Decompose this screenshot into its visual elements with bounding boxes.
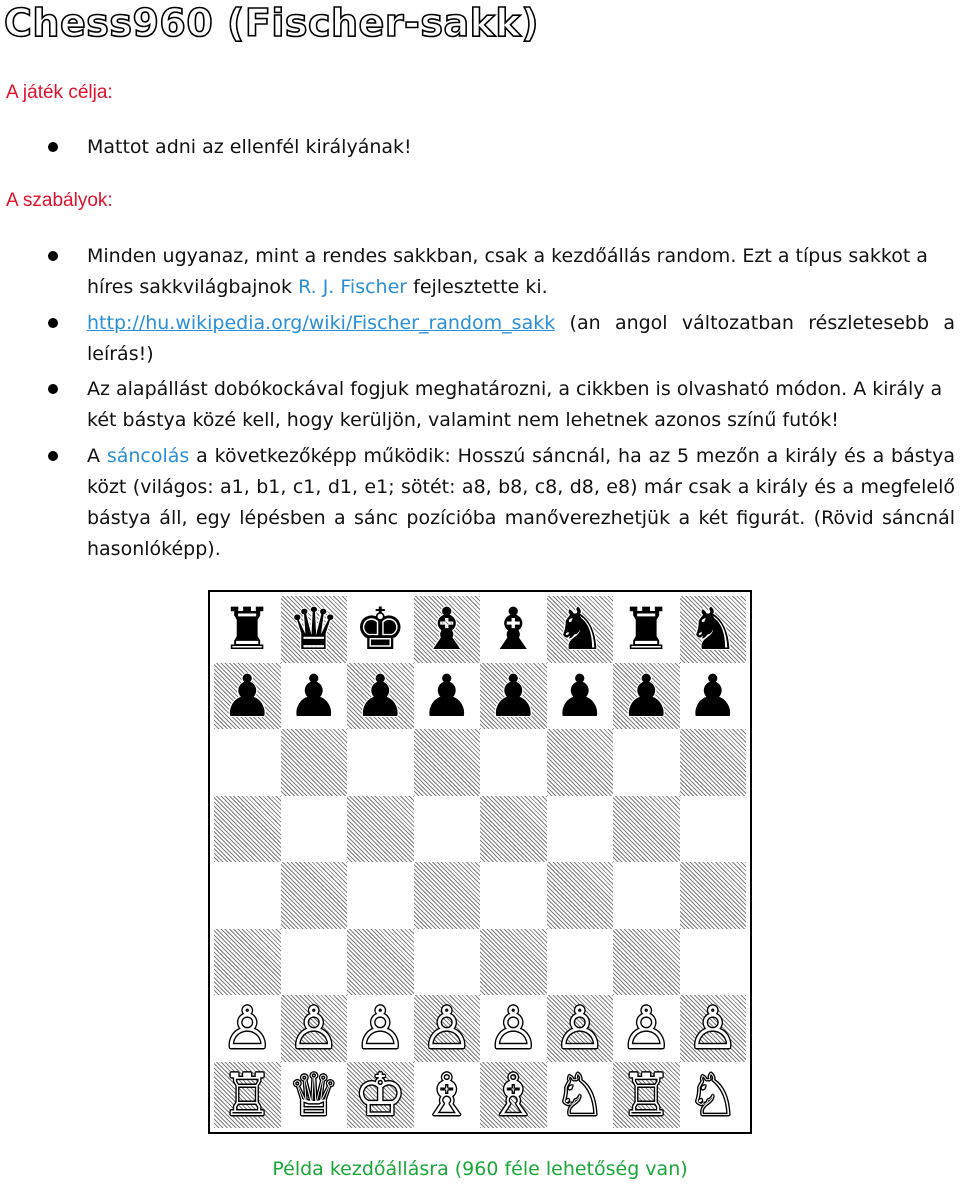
white-pawn-icon[interactable]: ♙: [620, 995, 673, 1062]
square-e1[interactable]: [480, 1062, 547, 1129]
white-bishop-icon[interactable]: ♗: [420, 1061, 473, 1128]
square-b1[interactable]: [281, 1062, 348, 1129]
black-king-icon[interactable]: ♚: [354, 596, 407, 663]
bullet-icon: [48, 384, 58, 394]
square-e3[interactable]: [480, 929, 547, 996]
rule-text: (an angol változatban részletesebb a leírás!): [87, 312, 955, 365]
square-b3[interactable]: [281, 929, 348, 996]
square-f3[interactable]: [547, 929, 614, 996]
black-knight-icon[interactable]: ♞: [553, 596, 606, 663]
rules-heading: A szabályok:: [6, 190, 113, 211]
square-c1[interactable]: [347, 1062, 414, 1129]
square-e5[interactable]: [480, 796, 547, 863]
white-rook-icon[interactable]: ♖: [221, 1061, 274, 1128]
black-knight-icon[interactable]: ♞: [686, 596, 739, 663]
square-h1[interactable]: [680, 1062, 747, 1129]
square-f6[interactable]: [547, 729, 614, 796]
square-c4[interactable]: [347, 862, 414, 929]
square-a8[interactable]: [214, 596, 281, 663]
square-f1[interactable]: [547, 1062, 614, 1129]
square-d7[interactable]: [414, 663, 481, 730]
goal-item: Mattot adni az ellenfél királyának!: [87, 136, 412, 158]
white-pawn-icon[interactable]: ♙: [221, 995, 274, 1062]
square-g5[interactable]: [613, 796, 680, 863]
square-a2[interactable]: [214, 995, 281, 1062]
square-g7[interactable]: [613, 663, 680, 730]
square-b5[interactable]: [281, 796, 348, 863]
square-d4[interactable]: [414, 862, 481, 929]
rule-text: Minden ugyanaz, mint a rendes sakkban, csak a kezdőállás random. Ezt a típus sakkot a híres sakkvilágbajnok: [87, 245, 928, 298]
square-g1[interactable]: [613, 1062, 680, 1129]
rule-item-2: [87, 308, 955, 370]
fischer-link[interactable]: R. J. Fischer: [298, 276, 408, 298]
square-g3[interactable]: [613, 929, 680, 996]
square-d6[interactable]: [414, 729, 481, 796]
white-pawn-icon[interactable]: ♙: [420, 995, 473, 1062]
square-f4[interactable]: [547, 862, 614, 929]
black-pawn-icon[interactable]: ♟: [420, 662, 473, 729]
black-pawn-icon[interactable]: ♟: [686, 662, 739, 729]
bullet-icon: [48, 451, 58, 461]
white-knight-icon[interactable]: ♘: [553, 1061, 606, 1128]
black-bishop-icon[interactable]: ♝: [420, 596, 473, 663]
square-d5[interactable]: [414, 796, 481, 863]
rule-text: A: [87, 445, 107, 467]
white-king-icon[interactable]: ♔: [354, 1061, 407, 1128]
square-c3[interactable]: [347, 929, 414, 996]
white-bishop-icon[interactable]: ♗: [487, 1061, 540, 1128]
wikipedia-link[interactable]: http://hu.wikipedia.org/wiki/Fischer_random_sakk: [87, 312, 556, 334]
white-pawn-icon[interactable]: ♙: [287, 995, 340, 1062]
square-d3[interactable]: [414, 929, 481, 996]
square-h2[interactable]: [680, 995, 747, 1062]
square-f8[interactable]: [547, 596, 614, 663]
square-h7[interactable]: [680, 663, 747, 730]
rule-text: a következőképp működik: Hosszú sáncnál, ha az 5 mezőn a király és a bástya közt (világos: a1, b1, c1, d1, e1; sötét: a8, b8, c8, d8, e8) már csak a király és a megfelelő bástya áll, egy lépésben a sánc pozícióba manőverezhetjük a két figurát. (Rövid sáncnál hasonlóképp).: [87, 445, 955, 560]
board-caption: Példa kezdőállásra (960 féle lehetőség van): [272, 1158, 688, 1180]
square-b7[interactable]: [281, 663, 348, 730]
chess-board: [208, 590, 752, 1134]
bullet-icon: [48, 142, 58, 152]
square-c5[interactable]: [347, 796, 414, 863]
square-d1[interactable]: [414, 1062, 481, 1129]
square-e2[interactable]: [480, 995, 547, 1062]
black-pawn-icon[interactable]: ♟: [620, 662, 673, 729]
white-pawn-icon[interactable]: ♙: [553, 995, 606, 1062]
square-e7[interactable]: [480, 663, 547, 730]
square-d8[interactable]: [414, 596, 481, 663]
rule-text: fejlesztette ki.: [407, 276, 548, 298]
square-h6[interactable]: [680, 729, 747, 796]
square-a5[interactable]: [214, 796, 281, 863]
square-g6[interactable]: [613, 729, 680, 796]
bullet-icon: [48, 251, 58, 261]
black-rook-icon[interactable]: ♜: [620, 596, 673, 663]
rule-item-1: [87, 241, 955, 303]
white-pawn-icon[interactable]: ♙: [487, 995, 540, 1062]
square-a7[interactable]: [214, 663, 281, 730]
square-g8[interactable]: [613, 596, 680, 663]
black-pawn-icon[interactable]: ♟: [553, 662, 606, 729]
black-pawn-icon[interactable]: ♟: [221, 662, 274, 729]
bullet-icon: [48, 318, 58, 328]
square-b6[interactable]: [281, 729, 348, 796]
square-c8[interactable]: [347, 596, 414, 663]
white-queen-icon[interactable]: ♕: [287, 1061, 340, 1128]
square-c2[interactable]: [347, 995, 414, 1062]
castling-link[interactable]: sáncolás: [106, 445, 190, 467]
black-pawn-icon[interactable]: ♟: [287, 662, 340, 729]
square-e6[interactable]: [480, 729, 547, 796]
rule-item-3: Az alapállást dobókockával fogjuk meghatározni, a cikkben is olvasható módon. A király a két bástya közé kell, hogy kerüljön, valamint nem lehetnek azonos színű futók!: [87, 378, 943, 431]
goal-heading: A játék célja:: [6, 82, 113, 103]
white-knight-icon[interactable]: ♘: [686, 1061, 739, 1128]
square-c6[interactable]: [347, 729, 414, 796]
square-a4[interactable]: [214, 862, 281, 929]
rule-item-4: [87, 441, 955, 565]
square-f2[interactable]: [547, 995, 614, 1062]
white-pawn-icon[interactable]: ♙: [686, 995, 739, 1062]
square-b4[interactable]: [281, 862, 348, 929]
black-queen-icon[interactable]: ♛: [287, 596, 340, 663]
square-a3[interactable]: [214, 929, 281, 996]
black-pawn-icon[interactable]: ♟: [487, 662, 540, 729]
square-g4[interactable]: [613, 862, 680, 929]
square-f5[interactable]: [547, 796, 614, 863]
square-a1[interactable]: [214, 1062, 281, 1129]
square-b8[interactable]: [281, 596, 348, 663]
square-g2[interactable]: [613, 995, 680, 1062]
square-b2[interactable]: [281, 995, 348, 1062]
square-h3[interactable]: [680, 929, 747, 996]
white-rook-icon[interactable]: ♖: [620, 1061, 673, 1128]
black-rook-icon[interactable]: ♜: [221, 596, 274, 663]
black-bishop-icon[interactable]: ♝: [487, 596, 540, 663]
square-c7[interactable]: [347, 663, 414, 730]
black-pawn-icon[interactable]: ♟: [354, 662, 407, 729]
square-h8[interactable]: [680, 596, 747, 663]
square-h5[interactable]: [680, 796, 747, 863]
square-d2[interactable]: [414, 995, 481, 1062]
square-h4[interactable]: [680, 862, 747, 929]
page-title: Chess960 (Fischer-sakk): [4, 1, 540, 45]
square-e8[interactable]: [480, 596, 547, 663]
square-a6[interactable]: [214, 729, 281, 796]
white-pawn-icon[interactable]: ♙: [354, 995, 407, 1062]
square-e4[interactable]: [480, 862, 547, 929]
square-f7[interactable]: [547, 663, 614, 730]
